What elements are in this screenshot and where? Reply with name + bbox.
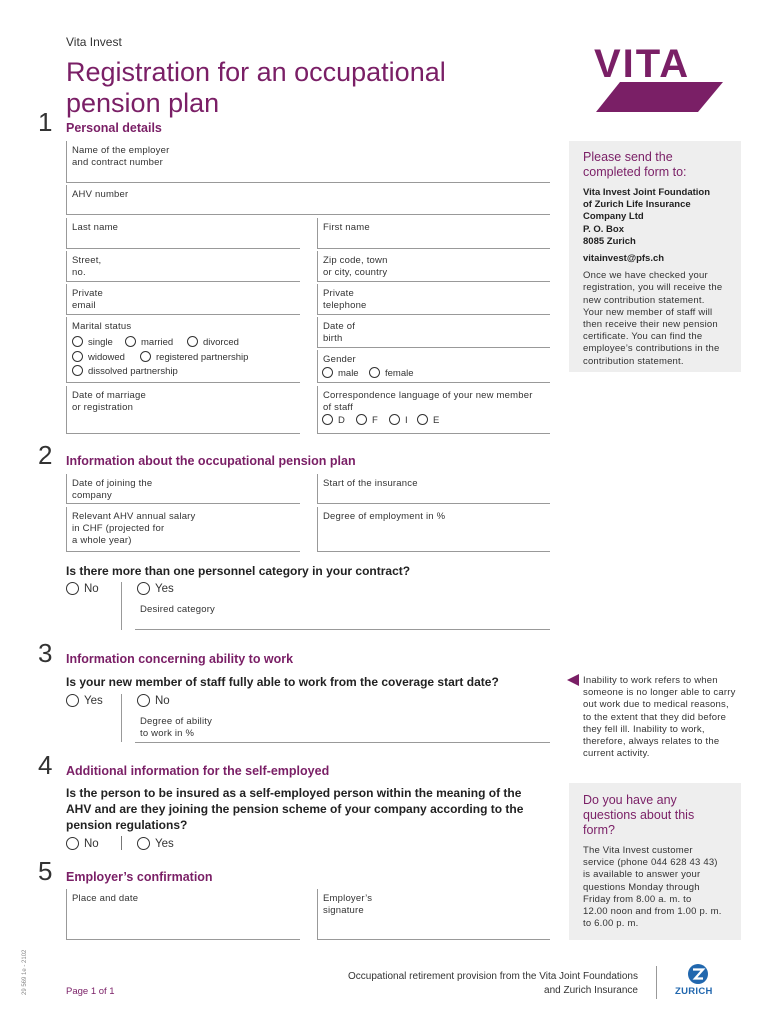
marital-registered-partnership-option[interactable]: registered partnership (140, 351, 248, 363)
annual-salary-field[interactable] (66, 507, 300, 552)
street-field[interactable] (66, 251, 300, 282)
personnel-category-question: Is there more than one personnel category in your contract? (66, 564, 411, 578)
radio-circle-icon (417, 414, 428, 425)
first-name-label: First name (323, 222, 370, 233)
language-i-option[interactable]: I (389, 414, 408, 426)
place-date-label: Place and date (72, 893, 139, 904)
section-5-number: 5 (38, 856, 53, 886)
vita-logo-text: VITA (594, 42, 691, 86)
divider (121, 836, 122, 850)
radio-circle-icon (66, 837, 79, 850)
marital-dissolved-partnership-option[interactable]: dissolved partnership (72, 365, 178, 377)
last-name-label: Last name (72, 222, 119, 233)
ability-label-2: to work in % (140, 728, 195, 739)
brand-name: Vita Invest (66, 35, 122, 49)
zurich-logo-icon (687, 963, 709, 985)
section-1-title: Personal details (66, 121, 162, 135)
correspondence-language-group (317, 386, 550, 434)
pointer-arrow-icon (567, 674, 579, 686)
questions-box (569, 783, 741, 940)
section-2-title: Information about the occupational pension plan (66, 454, 356, 468)
radio-circle-icon (137, 837, 150, 850)
degree-label: Degree of employment in % (323, 511, 446, 522)
radio-circle-icon (72, 336, 83, 347)
section-5-title: Employer’s confirmation (66, 870, 213, 884)
ability-label-1: Degree of ability (140, 716, 213, 727)
employer-label-1: Name of the employer (72, 145, 170, 156)
self-employed-yes-option[interactable]: Yes (137, 837, 174, 850)
radio-circle-icon (322, 414, 333, 425)
signature-label-1: Employer’s (323, 893, 373, 904)
personnel-category-yes-option[interactable]: Yes (137, 582, 174, 595)
marital-divorced-option[interactable]: divorced (187, 336, 239, 348)
language-e-option[interactable]: E (417, 414, 439, 426)
radio-circle-icon (72, 351, 83, 362)
language-label-1: Correspondence language of your new member (323, 390, 533, 401)
phone-label-1: Private (323, 288, 354, 299)
radio-circle-icon (125, 336, 136, 347)
section-4-number: 4 (38, 750, 53, 780)
radio-circle-icon (322, 367, 333, 378)
desired-category-field[interactable] (135, 600, 550, 630)
radio-circle-icon (66, 582, 79, 595)
zurich-wordmark: ZURICH (675, 986, 713, 997)
marriage-label-2: or registration (72, 402, 134, 413)
private-email-field[interactable] (66, 284, 300, 315)
ability-yes-option[interactable]: Yes (66, 694, 103, 707)
salary-label-3: a whole year) (72, 535, 132, 546)
ahv-number-field[interactable] (66, 185, 550, 215)
section-3-title: Information concerning ability to work (66, 652, 294, 666)
last-name-field[interactable] (66, 218, 300, 249)
ability-to-work-question: Is your new member of staff fully able to work from the coverage start date? (66, 675, 499, 689)
employer-signature-field[interactable] (317, 889, 550, 940)
radio-circle-icon (137, 582, 150, 595)
ability-no-option[interactable]: No (137, 694, 170, 707)
signature-label-2: signature (323, 905, 364, 916)
employer-field[interactable] (66, 141, 550, 183)
first-name-field[interactable] (317, 218, 550, 249)
title-line-1: Registration for an occupational (66, 57, 446, 87)
radio-circle-icon (140, 351, 151, 362)
radio-circle-icon (187, 336, 198, 347)
language-f-option[interactable]: F (356, 414, 378, 426)
language-d-option[interactable]: D (322, 414, 345, 426)
place-and-date-field[interactable] (66, 889, 300, 940)
footer-divider (656, 966, 657, 999)
zip-town-field[interactable] (317, 251, 550, 282)
divider (121, 582, 122, 630)
joining-label-2: company (72, 490, 112, 501)
send-title: Please send the completed form to: (583, 150, 687, 179)
document-code: 29 569 1e - 2102 (22, 949, 28, 995)
zip-label-1: Zip code, town (323, 255, 388, 266)
marital-single-option[interactable]: single (72, 336, 113, 348)
marriage-label-1: Date of marriage (72, 390, 146, 401)
joining-label-1: Date of joining the (72, 478, 153, 489)
divider (121, 694, 122, 742)
ahv-label: AHV number (72, 189, 129, 200)
send-notice: Once we have checked your registration, you will receive the new contribution statement. Your new member of staff will then receive their new pension certificate. You can find the employee’s contributions in the contribution statement. (583, 270, 723, 367)
salary-label-1: Relevant AHV annual salary (72, 511, 196, 522)
section-1-number: 1 (38, 107, 53, 137)
gender-label: Gender (323, 354, 356, 365)
send-form-box (569, 141, 741, 372)
radio-circle-icon (66, 694, 79, 707)
language-label-2: of staff (323, 402, 353, 413)
personnel-category-no-option[interactable]: No (66, 582, 99, 595)
degree-of-ability-field[interactable] (135, 712, 550, 743)
radio-circle-icon (369, 367, 380, 378)
send-address: Vita Invest Joint Foundation of Zurich Life Insurance Company Ltd P. O. Box 8085 Zurich (583, 187, 711, 247)
email-label-1: Private (72, 288, 103, 299)
gender-male-option[interactable]: male (322, 367, 359, 379)
self-employed-question: Is the person to be insured as a self-employed person within the meaning of the AHV and are they joining the pension scheme of your company according to the pension regulations? (66, 786, 524, 832)
section-3-number: 3 (38, 638, 53, 668)
self-employed-no-option[interactable]: No (66, 837, 99, 850)
dob-label-2: birth (323, 333, 343, 344)
marital-status-label: Marital status (72, 321, 132, 332)
street-label-2: no. (72, 267, 86, 278)
contact-email: vitainvest@pfs.ch (583, 253, 665, 265)
page-number: Page 1 of 1 (66, 986, 115, 997)
questions-title: Do you have any questions about this form? (583, 793, 695, 837)
provision-text: Occupational retirement provision from the Vita Joint Foundations and Zurich Insurance (348, 971, 638, 996)
section-2-number: 2 (38, 440, 53, 470)
zip-label-2: or city, country (323, 267, 388, 278)
phone-label-2: telephone (323, 300, 367, 311)
gender-female-option[interactable]: female (369, 367, 414, 379)
degree-of-employment-field[interactable] (317, 507, 550, 552)
date-of-joining-field[interactable] (66, 474, 300, 504)
private-telephone-field[interactable] (317, 284, 550, 315)
marital-widowed-option[interactable]: widowed (72, 351, 125, 363)
inability-note: Inability to work refers to when someone is no longer able to carry out work due to medical reasons, to the extent that they did before they fell ill. Inability to work, therefore, always relates to the current activity. (583, 675, 736, 760)
date-of-marriage-field[interactable] (66, 386, 300, 434)
vita-logo (588, 40, 723, 112)
start-label: Start of the insurance (323, 478, 418, 489)
radio-circle-icon (137, 694, 150, 707)
date-of-birth-field[interactable] (317, 317, 550, 348)
street-label-1: Street, (72, 255, 102, 266)
page-title (66, 57, 446, 119)
desired-category-label: Desired category (140, 604, 216, 615)
title-line-2: pension plan (66, 88, 220, 118)
salary-label-2: in CHF (projected for (72, 523, 165, 534)
radio-circle-icon (389, 414, 400, 425)
marital-married-option[interactable]: married (125, 336, 173, 348)
dob-label-1: Date of (323, 321, 356, 332)
questions-text: The Vita Invest customer service (phone 044 628 43 43) is available to answer your questions Monday through Friday from 8.00 a. m. to 12.00 noon and from 1.00 p. m. to 6.00 p. m. (583, 845, 722, 930)
insurance-start-field[interactable] (317, 474, 550, 504)
radio-circle-icon (72, 365, 83, 376)
email-label-2: email (72, 300, 96, 311)
vita-logo-band (596, 82, 723, 112)
radio-circle-icon (356, 414, 367, 425)
section-4-title: Additional information for the self-employed (66, 764, 330, 778)
employer-label-2: and contract number (72, 157, 163, 168)
